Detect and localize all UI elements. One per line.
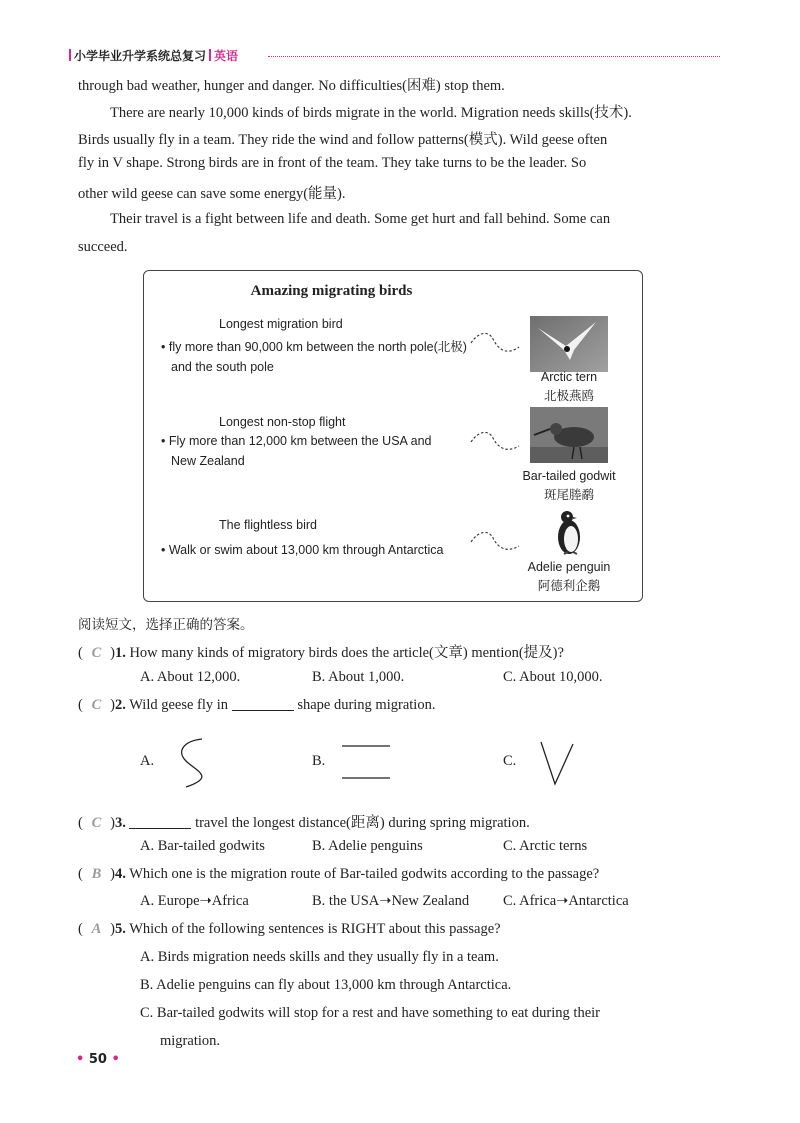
paragraph-line: fly in V shape. Strong birds are in front of the team. They take turns to be the leader. So — [78, 155, 587, 171]
question-1: ( C )1. How many kinds of migratory birds does the article(文章) mention(提及)? — [78, 645, 564, 661]
question-number: 3. — [114, 815, 126, 831]
route-end: New Zealand — [391, 893, 470, 909]
route-start: C. Africa — [503, 893, 557, 909]
header-bar — [209, 49, 211, 61]
option-a: A. Birds migration needs skills and they usually fly in a team. — [140, 949, 499, 965]
bird-name-zh: 斑尾塍鹬 — [543, 488, 594, 502]
option-a: A. Bar-tailed godwits — [140, 838, 265, 854]
paragraph-line: other wild geese can save some energy(能量). — [78, 186, 346, 202]
bird-name-zh: 阿德利企鹅 — [537, 579, 601, 593]
page-number-value: 50 — [88, 1052, 107, 1067]
bird-description-line: New Zealand — [171, 454, 245, 468]
option-b: B. Adelie penguins — [312, 838, 423, 854]
option-b: B. About 1,000. — [312, 669, 405, 685]
option-c: C. About 10,000. — [503, 669, 603, 685]
bird-category: Longest non-stop flight — [219, 415, 346, 429]
option-b — [312, 893, 469, 910]
option-a: A. About 12,000. — [140, 669, 241, 685]
question-number: 1. — [114, 645, 126, 661]
bird-name-en: Arctic tern — [540, 370, 598, 384]
adelie-penguin-photo — [549, 508, 589, 556]
answer-mark: C — [91, 815, 102, 831]
header-rule — [268, 56, 720, 57]
paragraph-line: There are nearly 10,000 kinds of birds migrate in the world. Migration needs skills(技术). — [110, 105, 632, 121]
header-book-title: 小学毕业升学系统总复习 — [74, 49, 207, 63]
arrow-right-icon: ➝ — [199, 893, 212, 909]
parallel-lines-icon — [338, 740, 394, 784]
option-a — [140, 893, 249, 910]
question-5: ( A )5. Which of the following sentences is RIGHT about this passage? — [78, 921, 501, 937]
flight-path-icon — [469, 526, 521, 556]
answer-mark: B — [91, 866, 102, 882]
question-2: ( C )2. Wild geese fly in shape during migration. — [78, 697, 436, 713]
page-number: • 50 • — [76, 1052, 120, 1067]
question-text: Which one is the migration route of Bar-tailed godwits according to the passage? — [129, 866, 600, 882]
option-b: B. Adelie penguins can fly about 13,000 km through Antarctica. — [140, 977, 512, 993]
bird-category: The flightless bird — [219, 518, 317, 532]
header-bar — [69, 49, 71, 61]
bird-category: Longest migration bird — [219, 317, 343, 331]
paragraph-line: through bad weather, hunger and danger. No difficulties(困难) stop them. — [78, 78, 505, 94]
option-c — [503, 893, 629, 910]
bird-name-en: Adelie penguin — [527, 560, 611, 574]
bird-description-line: • Walk or swim about 13,000 km through Antarctica — [161, 543, 444, 557]
arrow-right-icon: ➝ — [379, 893, 392, 909]
s-shape-icon — [170, 735, 220, 790]
question-text: How many kinds of migratory birds does the article(文章) mention(提及)? — [129, 645, 564, 661]
bird-description — [161, 337, 467, 377]
question-text: shape during migration. — [297, 697, 436, 713]
question-number: 5. — [114, 921, 126, 937]
bird-description — [161, 540, 444, 560]
option-a: A. — [140, 753, 155, 769]
route-end: Africa — [211, 893, 249, 909]
question-3: ( C )3. travel the longest distance(距离) during spring migration. — [78, 815, 530, 831]
bird-name-zh: 北极燕鸥 — [543, 389, 594, 403]
answer-blank — [129, 828, 191, 829]
option-c: C. — [503, 753, 517, 769]
answer-mark: A — [91, 921, 102, 937]
question-text: travel the longest distance(距离) during spring migration. — [195, 815, 530, 831]
route-end: Antarctica — [568, 893, 629, 909]
question-text: Which of the following sentences is RIGHT about this passage? — [129, 921, 501, 937]
option-c-continued: migration. — [160, 1033, 221, 1049]
bird-description — [161, 431, 432, 471]
bird-description-line: and the south pole — [171, 360, 274, 374]
question-4: ( B )4. Which one is the migration route of Bar-tailed godwits according to the passage? — [78, 866, 600, 882]
answer-mark: C — [91, 645, 102, 661]
bird-description-line: • Fly more than 12,000 km between the USA and — [161, 434, 432, 448]
option-c: C. Arctic terns — [503, 838, 588, 854]
bird-name-en: Bar-tailed godwit — [522, 469, 616, 483]
option-c: C. Bar-tailed godwits will stop for a rest and have something to eat during their — [140, 1005, 600, 1021]
arrow-right-icon: ➝ — [556, 893, 569, 909]
route-start: A. Europe — [140, 893, 200, 909]
question-number: 4. — [114, 866, 126, 882]
answer-mark: C — [91, 697, 102, 713]
option-b: B. — [312, 753, 326, 769]
arctic-tern-photo — [530, 316, 608, 372]
infobox-title: Amazing migrating birds — [250, 283, 413, 299]
exercise-instruction: 阅读短文，选择正确的答案。 — [78, 617, 254, 633]
v-shape-icon — [535, 738, 579, 788]
question-text: Wild geese fly in — [129, 697, 229, 713]
running-header — [66, 47, 238, 64]
paragraph-line: Their travel is a fight between life and death. Some get hurt and fall behind. Some can — [110, 211, 611, 227]
header-subject: 英语 — [214, 49, 239, 63]
paragraph-line: succeed. — [78, 239, 128, 255]
route-start: B. the USA — [312, 893, 380, 909]
flight-path-icon — [469, 329, 521, 359]
answer-blank — [232, 710, 294, 711]
migrating-birds-infobox — [143, 270, 643, 602]
question-number: 2. — [114, 697, 126, 713]
bar-tailed-godwit-photo — [530, 407, 608, 463]
flight-path-icon — [469, 426, 521, 456]
bird-description-line: • fly more than 90,000 km between the north pole(北极) — [161, 340, 467, 354]
paragraph-line: Birds usually fly in a team. They ride the wind and follow patterns(模式). Wild geese often — [78, 132, 608, 148]
